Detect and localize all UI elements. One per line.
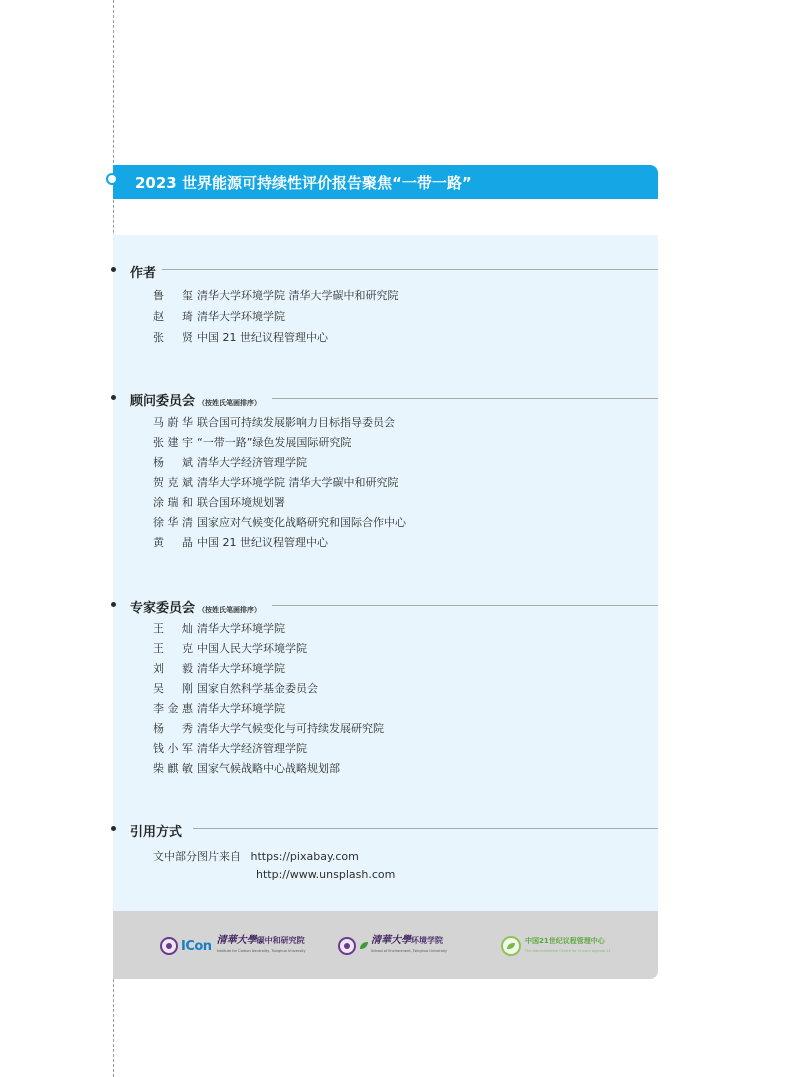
logo2-english: School of Environment, Tsinghua University [371, 949, 447, 953]
author-row: 张 贤 中国 21 世纪议程管理中心 [153, 331, 328, 344]
expert-row: 李金惠 清华大学环境学院 [153, 702, 285, 715]
advisor-row: 黄 晶 中国 21 世纪议程管理中心 [153, 536, 328, 549]
section-bullet [111, 267, 116, 272]
author-row: 赵 琦 清华大学环境学院 [153, 310, 285, 323]
expert-row: 杨 秀 清华大学气候变化与可持续发展研究院 [153, 722, 384, 735]
icon-wordmark: ICon [181, 938, 212, 954]
title-banner [113, 165, 658, 199]
expert-row: 王 灿 清华大学环境学院 [153, 622, 285, 635]
title-circle-marker [106, 173, 118, 185]
authors-heading-text: 作者 [130, 266, 157, 281]
logo1-calligraphy: 清華大學 [216, 935, 257, 946]
advisor-row: 张建宇 “一带一路”绿色发展国际研究院 [153, 436, 352, 449]
advisor-row: 徐华清 国家应对气候变化战略研究和国际合作中心 [153, 516, 406, 529]
logo3-english: The Administrative Centre for China's Agenda 21 [525, 949, 611, 953]
advisory-sort-note: （按姓氏笔画排序） [198, 399, 262, 407]
school-of-environment-logo [338, 934, 447, 958]
tsinghua-seal-icon [160, 937, 178, 955]
section-rule [272, 605, 658, 606]
logo2-calligraphy: 清華大學 [371, 935, 411, 946]
section-bullet [111, 826, 116, 831]
expert-heading [130, 597, 261, 616]
expert-sort-note: （按姓氏笔画排序） [198, 606, 262, 614]
section-bullet [111, 395, 116, 400]
citation-url-pixabay[interactable]: https://pixabay.com [250, 850, 359, 863]
logo3-name: 中国21世纪议程管理中心 [525, 937, 605, 945]
carbon-neutrality-institute-logo [160, 934, 306, 958]
section-bullet [111, 602, 116, 607]
logo1-name: 碳中和研究院 [256, 936, 305, 945]
tsinghua-seal-icon [338, 937, 356, 955]
citation-heading [130, 821, 182, 840]
advisor-row: 涂瑞和 联合国环境规划署 [153, 496, 285, 509]
citation-heading-text: 引用方式 [130, 825, 183, 840]
advisor-row: 贺克斌 清华大学环境学院 清华大学碳中和研究院 [153, 476, 399, 489]
report-title: 2023 世界能源可持续性评价报告聚焦“一带一路” [135, 174, 472, 192]
section-rule [162, 269, 658, 270]
author-row: 鲁 玺 清华大学环境学院 清华大学碳中和研究院 [153, 289, 399, 302]
agenda21-centre-logo [501, 934, 611, 958]
section-rule [193, 828, 658, 829]
logo1-english: Institute for Carbon Neutrality, Tsinghua University [216, 949, 306, 953]
advisory-heading-text: 顾问委员会 [130, 394, 196, 409]
section-rule [272, 398, 658, 399]
expert-row: 王 克 中国人民大学环境学院 [153, 642, 307, 655]
expert-row: 钱小军 清华大学经济管理学院 [153, 742, 307, 755]
expert-row: 吴 刚 国家自然科学基金委员会 [153, 682, 318, 695]
expert-row: 刘 毅 清华大学环境学院 [153, 662, 285, 675]
leaf-emblem-icon [501, 936, 521, 956]
plant-icon [359, 940, 369, 952]
logo2-name: 环境学院 [411, 936, 443, 945]
expert-row: 柴麒敏 国家气候战略中心战略规划部 [153, 762, 340, 775]
citation-line [153, 848, 359, 864]
authors-heading [130, 262, 156, 281]
advisor-row: 杨 斌 清华大学经济管理学院 [153, 456, 307, 469]
citation-url-unsplash[interactable]: http://www.unsplash.com [256, 868, 396, 881]
citation-label: 文中部分图片来自 [153, 850, 241, 863]
expert-heading-text: 专家委员会 [130, 601, 196, 616]
advisor-row: 马蔚华 联合国可持续发展影响力目标指导委员会 [153, 416, 395, 429]
advisory-heading [130, 390, 261, 409]
